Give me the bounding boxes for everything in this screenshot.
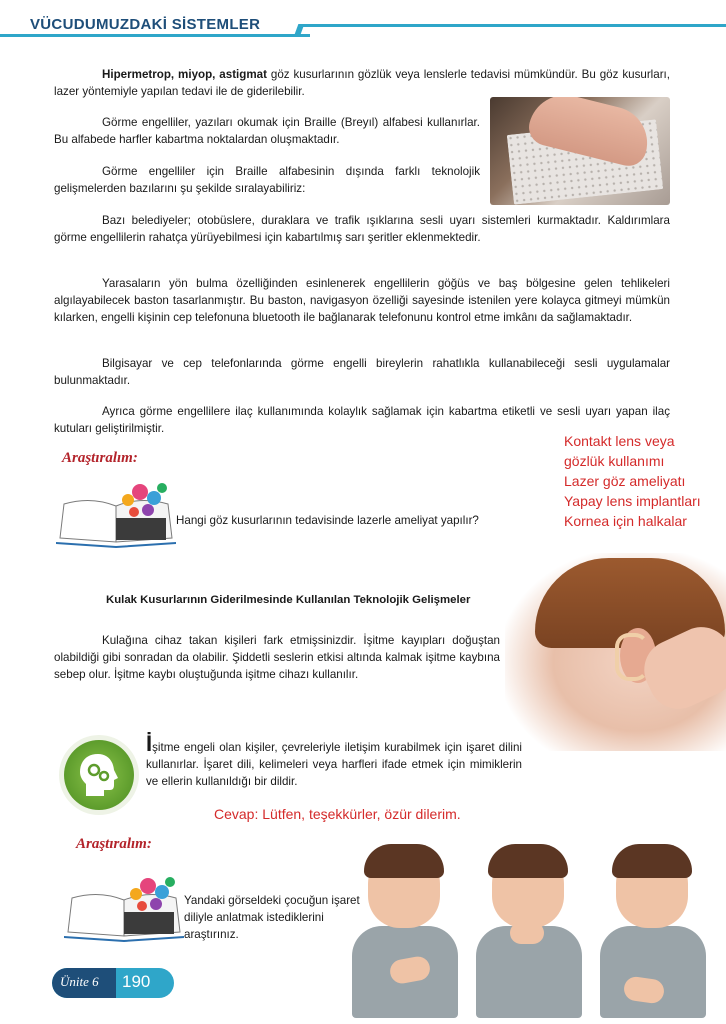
answer-item: Lazer göz ameliyatı (564, 473, 686, 489)
answer-item: Kontakt lens veya (564, 433, 675, 449)
paragraph-4: Bazı belediyeler; otobüslere, duraklara ve trafik ışıklarına sesli uyarı sistemleri kurmaktadır. Kaldırımlara görme engellilerin rahatça yürüyebilmesi için kabartılmış sarı şeritler eklenmektedir. (54, 214, 670, 244)
answer-item: gözlük kullanımı (564, 453, 665, 469)
research-label-2: Araştıralım: (76, 836, 152, 852)
hair-shape (364, 844, 444, 878)
paragraph-ear-1: Kulağına cihaz takan kişileri fark etmişsinizdir. İşitme kayıpları doğuştan olabildiği gibi sonradan da olabilir. Şiddetli seslerin etkisi altında kalmak işitme kaybına sebep olur. İşitme kaybı oluştuğunda işitme cihazı kullanılır. (54, 634, 500, 681)
answer-item: Kornea için halkalar (564, 513, 687, 529)
research-label-1: Araştıralım: (62, 450, 138, 466)
unit-label: Ünite 6 (60, 974, 99, 989)
paragraph-3: Görme engelliler için Braille alfabesinin dışında farklı teknolojik gelişmelerden bazılarını şu şekilde sıralayabiliriz: (54, 165, 480, 195)
book-laptop-icon (56, 478, 176, 548)
paragraph-1 (54, 66, 670, 100)
drop-cap: İ (146, 731, 153, 756)
research-question-1: Hangi göz kusurlarının tedavisinde lazerle ameliyat yapılır? (176, 514, 479, 527)
unit-page-badge (52, 968, 174, 998)
paragraph-ear-2 (146, 731, 522, 790)
brain-gears-icon (64, 740, 134, 810)
paragraph-6: Bilgisayar ve cep telefonlarında görme engelli bireylerin rahatlıkla kullanabileceği sesli uygulamalar bulunmaktadır. (54, 357, 670, 387)
page-number: 190 (122, 972, 151, 991)
paragraph-2: Görme engelliler, yazıları okumak için Braille (Breyıl) alfabesi kullanırlar. Bu alfabede harfler kabartma noktalardan oluşmaktadır. (54, 116, 480, 146)
answer-list-1 (564, 431, 701, 531)
sign-language-answer: Cevap: Lütfen, teşekkürler, özür dilerim. (214, 806, 461, 822)
paragraph-7: Ayrıca görme engellilere ilaç kullanımında kolaylık sağlamak için kabartma etiketli ve sesli uyarı yapan ilaç kutuları geliştirilmiştir. (54, 405, 670, 435)
header-rule-lower (0, 34, 310, 37)
child-sign-photo-2 (470, 848, 588, 1018)
paragraph-5: Yarasaların yön bulma özelliğinden esinlenerek engellilerin göğüs ve baş bölgesine gelen tehlikeleri algılayabilecek baston tasarlanmıştır. Bu baston, navigasyon özelliği sayesinde istenilen yere kolayca gitmeyi mümkün kılarken, engelli kişinin cep telefonuna bluetooth ile bağlanarak telefonunu kontrol etme imkânı da sağlamaktadır. (54, 277, 670, 324)
hearing-aid-photo (505, 553, 726, 751)
section-heading-ear: Kulak Kusurlarının Giderilmesinde Kullanılan Teknolojik Gelişmeler (106, 594, 471, 606)
book-laptop-icon (64, 872, 184, 942)
paragraph-1-text: göz kusurlarının gözlük veya lenslerle tedavisi mümkündür. Bu göz kusurları, lazer yöntemiyle yapılan tedavi ile de giderilebilir. (54, 68, 671, 98)
answer-item: Yapay lens implantları (564, 493, 701, 509)
hand-shape (510, 922, 544, 944)
child-sign-photo-3 (594, 848, 712, 1018)
paragraph-1-bold: Hipermetrop, miyop, astigmat (102, 68, 267, 81)
shirt-shape (600, 926, 706, 1018)
child-sign-photo-1 (346, 848, 464, 1018)
paragraph-ear-2-text: şitme engeli olan kişiler, çevreleriyle iletişim kurabilmek için işaret dilini kullanırlar. İşaret dili, kelimeleri veya harfleri ifade etmek için mimiklerin ve ellerin kullanıldığı bir dildir. (146, 741, 522, 788)
research-text-2: Yandaki görseldeki çocuğun işaret diliyle anlatmak istediklerini araştırınız. (184, 894, 360, 941)
braille-reading-photo (490, 97, 670, 205)
hair-shape (612, 844, 692, 878)
header-rule (300, 24, 726, 27)
hair-shape (488, 844, 568, 878)
page-header-title: VÜCUDUMUZDAKİ SİSTEMLER (30, 16, 261, 33)
